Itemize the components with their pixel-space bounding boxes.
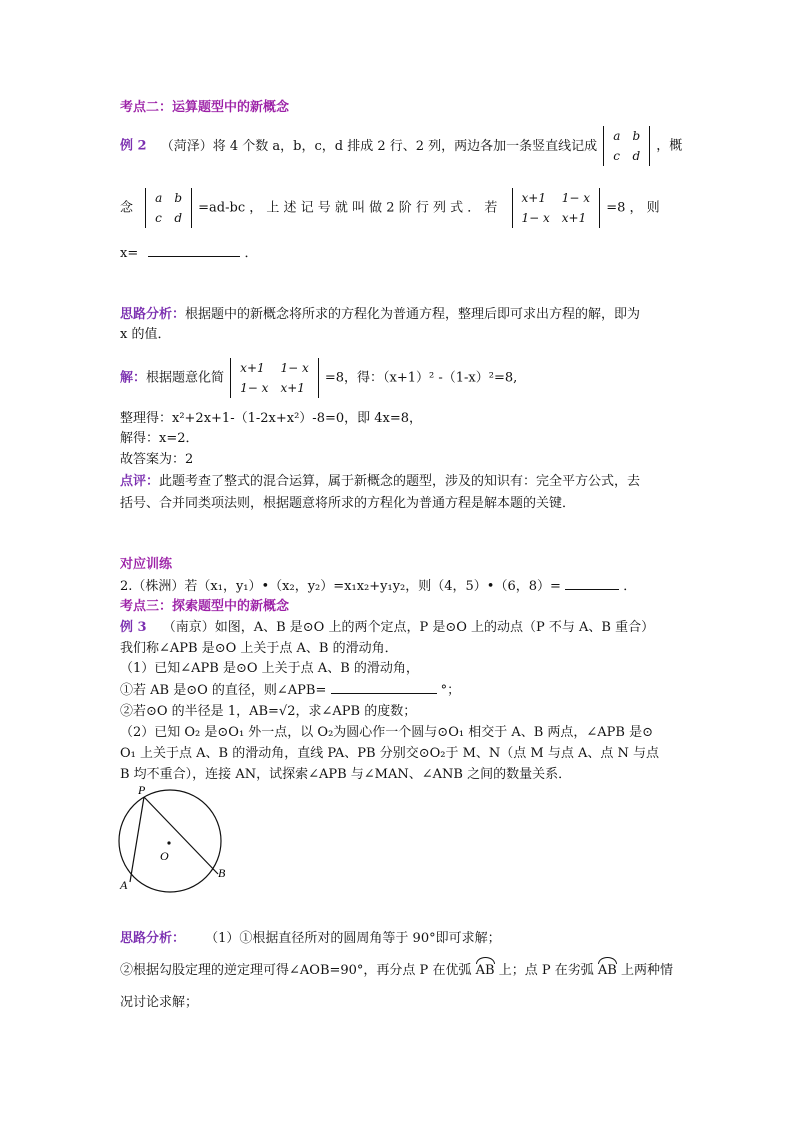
analysis3-line2 bbox=[120, 962, 673, 980]
answer-line bbox=[120, 244, 258, 263]
example2-label: 例 2 bbox=[120, 138, 147, 154]
step-1: 整理得：x²+2x+1-（1-2x+x²）-8=0，即 4x=8， bbox=[120, 411, 423, 426]
step-2: 解得：x=2． bbox=[120, 431, 199, 446]
determinant-x-solution bbox=[230, 358, 319, 398]
determinant-abcd bbox=[603, 126, 650, 166]
analysis-line1 bbox=[120, 306, 640, 324]
comment-label: 点评： bbox=[120, 474, 160, 489]
comment-line1 bbox=[120, 473, 640, 491]
label-p: P bbox=[138, 783, 146, 797]
circle-figure bbox=[112, 783, 242, 899]
example2-text-b: ，概 bbox=[656, 138, 683, 154]
example3-text-2: 我们称∠APB 是⊙O 上关于点 A、B 的滑动角． bbox=[120, 641, 398, 656]
example3-text-3: （1）已知∠APB 是⊙O 上关于点 A、B 的滑动角， bbox=[120, 661, 419, 676]
analysis-label: 思路分析： bbox=[120, 307, 186, 322]
det3-b: 1− x bbox=[280, 361, 309, 375]
solution-line bbox=[120, 358, 517, 398]
analysis3-text-3: 况讨论求解； bbox=[120, 995, 199, 1010]
section2-title: 考点二：运算题型中的新概念 bbox=[120, 100, 290, 115]
chord-pa bbox=[130, 797, 144, 882]
example3-text-5: °； bbox=[440, 683, 461, 698]
analysis3-text-2c: 上两种情 bbox=[620, 963, 673, 978]
analysis3-text-1: （1）①根据直径所对的圆周角等于 90°即可求解； bbox=[205, 931, 501, 946]
label-b: B bbox=[218, 866, 226, 880]
arc-ab-minor: AB bbox=[597, 963, 617, 978]
determinant-x bbox=[512, 188, 601, 228]
comment-text-1: 此题考查了整式的混合运算，属于新概念的题型，涉及的知识有：完全平方公式，去 bbox=[159, 474, 641, 489]
det1b-c: c bbox=[155, 211, 162, 225]
circle-o bbox=[119, 790, 221, 892]
example3-text-7: （2）已知 O₂ 是⊙O₁ 外一点，以 O₂为圆心作一个圆与⊙O₁ 相交于 A、B 两点，∠APB 是⊙ bbox=[120, 725, 654, 740]
det2-d: x+1 bbox=[561, 211, 587, 225]
determinant-abcd-2 bbox=[145, 188, 192, 228]
analysis3-line1 bbox=[120, 930, 501, 948]
answer-prefix: x= bbox=[120, 246, 139, 261]
analysis-text-2: x 的值． bbox=[120, 327, 171, 342]
concept-suffix: =8 ， 则 bbox=[606, 200, 660, 216]
center-dot bbox=[167, 841, 170, 844]
example3-text-6: ②若⊙O 的半径是 1，AB=√2，求∠APB 的度数； bbox=[120, 704, 417, 719]
example3-q1-line bbox=[120, 681, 460, 700]
answer-suffix: ． bbox=[244, 246, 258, 261]
practice-q2-end: ． bbox=[623, 579, 637, 594]
practice-title: 对应训练 bbox=[120, 557, 173, 572]
concept-prefix: 念 bbox=[120, 200, 134, 216]
analysis3-text-2a: ②根据勾股定理的逆定理可得∠AOB=90°，再分点 P 在优弧 bbox=[120, 963, 472, 978]
det1b-a: a bbox=[155, 191, 163, 205]
det1-a: a bbox=[613, 129, 621, 143]
practice-q2: 2.（株洲）若（x₁，y₁）•（x₂，y₂）=x₁x₂+y₁y₂，则（4，5）•（6，8）= bbox=[120, 579, 561, 594]
section3-title: 考点三：探索题型中的新概念 bbox=[120, 599, 290, 614]
solution-text-b: =8，得：（x+1）² -（1-x）²=8, bbox=[324, 370, 518, 386]
label-a: A bbox=[120, 878, 128, 892]
example3-text-1: （南京）如图，A、B 是⊙O 上的两个定点，P 是⊙O 上的动点（P 不与 A、B 重合） bbox=[162, 620, 655, 635]
analysis3-text-2b: 上；点 P 在劣弧 bbox=[498, 963, 594, 978]
solution-label: 解： bbox=[120, 370, 147, 386]
analysis3-label: 思路分析： bbox=[120, 931, 186, 946]
example2-line1 bbox=[120, 126, 682, 166]
example3-line1 bbox=[120, 619, 654, 637]
concept-mid: =ad-bc ， 上 述 记 号 就 叫 做 2 阶 行 列 式 ． 若 bbox=[198, 200, 498, 216]
det1b-d: d bbox=[174, 211, 182, 225]
analysis-text-1: 根据题中的新概念将所求的方程化为普通方程，整理后即可求出方程的解，即为 bbox=[185, 307, 641, 322]
det1-d: d bbox=[632, 149, 641, 163]
det3-a: x+1 bbox=[240, 361, 265, 375]
det1b-b: b bbox=[174, 191, 182, 205]
example3-text-9: B 均不重合），连接 AN，试探索∠APB 与∠MAN、∠ANB 之间的数量关系． bbox=[120, 767, 572, 782]
det1-b: b bbox=[632, 129, 641, 143]
det1-c: c bbox=[613, 149, 621, 163]
det2-c: 1− x bbox=[521, 211, 550, 225]
det2-b: 1− x bbox=[561, 191, 591, 205]
det3-d: x+1 bbox=[280, 381, 305, 395]
example3-text-8: O₁ 上关于点 A、B 的滑动角，直线 PA、PB 分别交⊙O₂于 M、N（点 M 与点 A、点 N 与点 bbox=[120, 746, 660, 761]
angle-apb-blank[interactable] bbox=[331, 681, 437, 694]
arc-ab-major: AB bbox=[475, 963, 495, 978]
practice-q2-line bbox=[120, 577, 636, 596]
chord-pb bbox=[144, 797, 218, 874]
practice-q2-blank[interactable] bbox=[565, 577, 619, 590]
det2-a: x+1 bbox=[521, 191, 546, 205]
comment-text-2: 括号、合并同类项法则，根据题意将所求的方程化为普通方程是解本题的关键． bbox=[120, 496, 576, 511]
solution-text-a: 根据题意化简 bbox=[146, 370, 225, 386]
example2-text-a: （菏泽）将 4 个数 a，b，c，d 排成 2 行、2 列，两边各加一条竖直线记成 bbox=[160, 138, 598, 154]
example3-text-4: ①若 AB 是⊙O 的直径，则∠APB= bbox=[120, 683, 327, 698]
answer-blank[interactable] bbox=[148, 244, 240, 257]
step-3: 故答案为：2 bbox=[120, 452, 194, 467]
example2-line2 bbox=[120, 188, 660, 228]
example3-label: 例 3 bbox=[120, 620, 147, 635]
det3-c: 1− x bbox=[240, 381, 269, 395]
label-o: O bbox=[160, 849, 169, 863]
